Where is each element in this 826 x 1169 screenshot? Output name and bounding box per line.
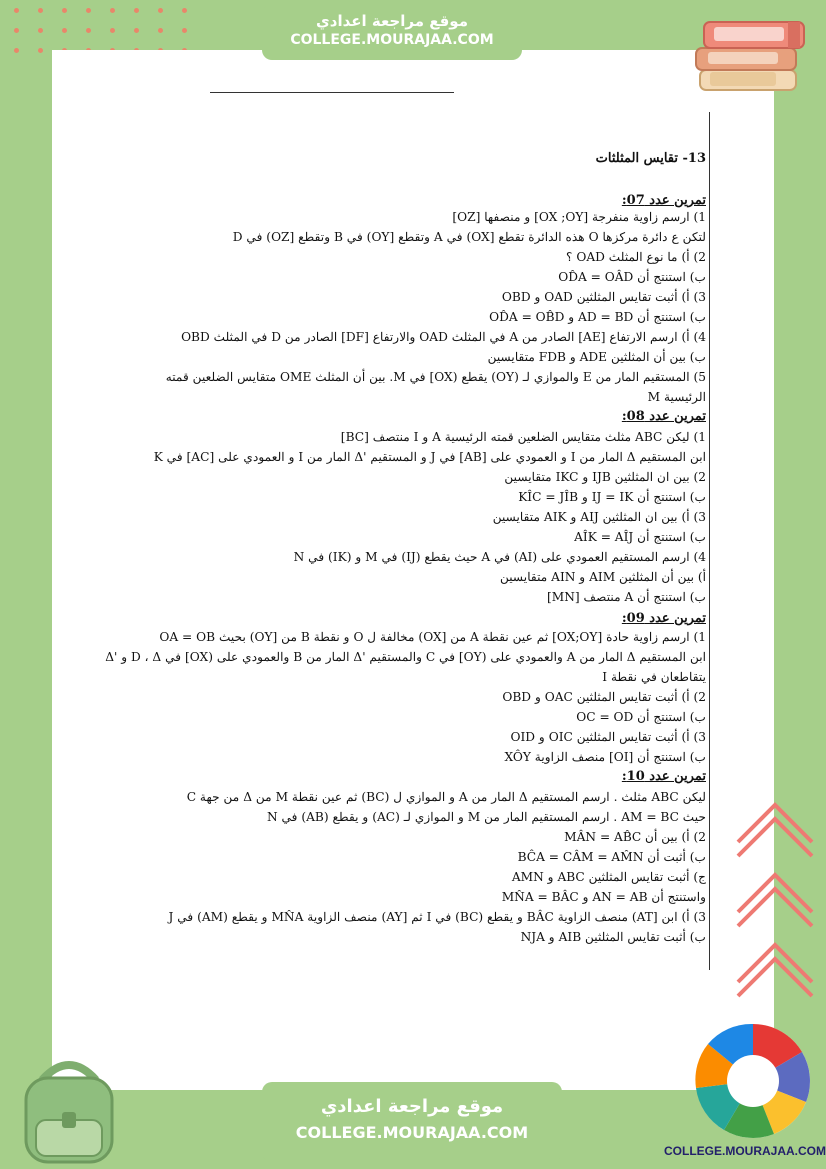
footer-url[interactable]: COLLEGE.MOURAJAA.COM xyxy=(664,1144,826,1158)
exercise-line: واستنتج أن AN = AB و MN̂A = BÂC xyxy=(501,890,706,904)
exercise-line: ب) استنتج أن AÎK = AÎJ xyxy=(574,530,706,544)
top-rule xyxy=(210,92,454,93)
books-icon xyxy=(692,10,812,98)
exercise-line: 2) أ) أثبت تقايس المثلثين OAC و OBD xyxy=(502,690,706,704)
exercise-line: يتقاطعان في نقطة I xyxy=(602,670,706,684)
exercise-line: 4) ارسم المستقيم العمودي على (AI) في A حيث يقطع (IJ) في M و (IK) في N xyxy=(293,550,706,564)
exercise-heading: تمرين عدد 09: xyxy=(621,611,706,626)
school-bag-icon xyxy=(14,1050,124,1165)
site-url-bottom: COLLEGE.MOURAJAA.COM xyxy=(295,1123,529,1142)
exercise-line: الرئيسية M xyxy=(647,390,706,404)
exercise-line: 1) ارسم زاوية حادة [OX;OY] ثم عين نقطة A من [OX) مخالفة ل O و نقطة B من [OY) بحيث OA = OB xyxy=(159,630,706,644)
exercise-line: ابن المستقيم Δ المار من A والعمودي على (OY] في C والمستقيم 'Δ المار من B والعمودي على (OX] في D ، Δ و 'Δ xyxy=(105,650,706,664)
exercise-heading: تمرين عدد 07: xyxy=(621,193,706,208)
exercise-line: 4) أ) ارسم الارتفاع [AE] الصادر من A في المثلث OAD والارتفاع [DF] الصادر من D في المثلث OBD xyxy=(181,330,706,344)
subjects-wheel-icon xyxy=(694,1022,812,1140)
exercise-line: أ) بين أن المثلثين AIM و AIN متقايسين xyxy=(499,570,706,584)
exercise-line: ليكن ABC مثلث . ارسم المستقيم Δ المار من A و الموازي ل (BC) ثم عين نقطة M من Δ من جهة C xyxy=(186,790,706,804)
chevron-up-icon xyxy=(730,790,820,1050)
exercise-line: 3) أ) بين ان المثلثين AIJ و AIK متقايسين xyxy=(492,510,706,524)
exercise-heading: تمرين عدد 10: xyxy=(621,769,706,784)
exercise-line: 2) أ) بين أن MÂN = AB̂C xyxy=(564,830,706,844)
exercise-line: 2) بين ان المثلثين IJB و IKC متقايسين xyxy=(504,470,706,484)
exercise-line: ب) استنتج أن [OI] منصف الزاوية XÔY xyxy=(504,750,706,764)
exercise-line: ب) استنتج أن OC = OD xyxy=(576,710,706,724)
site-name: موقع مراجعة اعدادي xyxy=(316,12,468,30)
exercise-line: 2) أ) ما نوع المثلث OAD ؟ xyxy=(566,250,706,264)
exercise-line: 3) أ) أثبت تقايس المثلثين OAD و OBD xyxy=(501,290,706,304)
exercise-line: 3) أ) أثبت تقايس المثلثين OIC و OID xyxy=(510,730,706,744)
exercise-line: 1) ارسم زاوية منفرجة [OX ;OY] و منصفها [OZ] xyxy=(452,210,706,224)
exercise-line: ب) استنتج أن AD = BD و OD̂A = OB̂D xyxy=(489,310,706,324)
margin-rule xyxy=(709,112,710,970)
site-badge-top[interactable] xyxy=(262,4,522,60)
exercise-line: ب) أثبت أن BĈA = CÂM = AM̂N xyxy=(517,850,706,864)
exercise-line: ب) أثبت تقايس المثلثين AIB و NJA xyxy=(520,930,706,944)
exercise-line: 5) المستقيم المار من E والموازي لـ (OY) يقطع (OX] في M. بين أن المثلث OME متقايس الضلعين قمته xyxy=(165,370,706,384)
exercise-line: ب) استنتج أن OD̂A = OÂD xyxy=(558,270,706,284)
exercise-line: ب) بين أن المثلثين ADE و FDB متقايسين xyxy=(487,350,706,364)
exercise-line: ب) استنتج أن A منتصف [MN] xyxy=(547,590,706,604)
exercise-line: 1) ليكن ABC مثلث متقايس الضلعين قمته الرئيسية A و I منتصف [BC] xyxy=(340,430,706,444)
exercise-line: لتكن ع دائرة مركزها O هذه الدائرة تقطع [OX) في A وتقطع [OY) في B وتقطع [OZ) في D xyxy=(232,230,706,244)
section-title: 13- تقايس المثلثات xyxy=(595,151,706,166)
exercise-line: ج) أثبت تقايس المثلثين ABC و AMN xyxy=(511,870,706,884)
exercise-line: ابن المستقيم Δ المار من I و العمودي على [AB] في J و المستقيم 'Δ المار من I و العمودي على [AC] في K xyxy=(153,450,706,464)
site-badge-bottom[interactable] xyxy=(262,1082,562,1162)
site-url: COLLEGE.MOURAJAA.COM xyxy=(290,32,494,48)
exercise-line: 3) أ) ابن [AT) منصف الزاوية BÂC و يقطع (BC) في I ثم [AY) منصف الزاوية MN̂A و يقطع (AM) في J xyxy=(168,910,706,924)
exercise-heading: تمرين عدد 08: xyxy=(621,409,706,424)
exercise-line: ب) استنتج أن IJ = IK و KÎC = JÎB xyxy=(518,490,706,504)
site-name-bottom: موقع مراجعة اعدادي xyxy=(320,1096,504,1117)
exercise-line: حيث AM = BC . ارسم المستقيم المار من M و الموازي لـ (AC) و يقطع (AB) في N xyxy=(266,810,706,824)
